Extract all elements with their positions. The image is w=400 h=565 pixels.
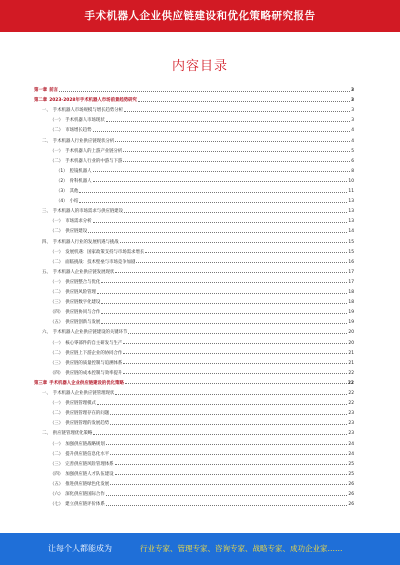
toc-entry-page: 24 [348,451,354,457]
toc-entry-page: 23 [348,411,354,417]
toc-entry[interactable] [50,488,354,497]
toc-entry-page: 16 [348,259,354,265]
toc-entry-number: 第二章 [34,98,48,104]
toc-entry-number: （二） [50,259,64,265]
toc-entry-title: 发展机遇：国家政策支持与市场需求增长 [65,249,145,255]
toc-entry-title: 加强供应链战略规划 [65,441,105,447]
toc-entry-page: 3 [350,98,354,104]
toc-entry-page: 11 [348,189,354,194]
toc-entry-page: 13 [348,199,354,205]
toc-leader-dots [110,414,347,415]
toc-entry-number: （七） [50,502,64,508]
toc-entry[interactable] [50,286,354,295]
toc-entry-number: （二） [50,158,64,164]
toc-entry[interactable] [50,155,354,164]
toc-leader-dots [110,484,347,485]
toc-leader-dots [97,404,347,405]
toc-leader-dots [120,242,348,243]
toc-leader-dots [101,313,347,314]
toc-entry[interactable] [50,458,354,467]
toc-entry-title: 骨科机器人 [69,178,92,184]
toc-entry-page: 18 [348,290,354,295]
toc-entry-title: 手术机器人企业供应链管理现状 [52,391,115,396]
toc-entry-page: 24 [348,441,354,447]
toc-entry-number: （五） [50,320,64,326]
toc-leader-dots [115,474,348,475]
toc-entry-page: 15 [348,239,354,245]
toc-entry-number: （三） [50,360,64,366]
toc-entry-page: 4 [351,138,354,144]
toc-entry[interactable] [50,124,354,133]
toc-entry-page: 3 [351,108,354,114]
toc-entry-page: 4 [351,128,354,134]
toc-entry-title: 供应链管理的发展趋势 [65,421,110,427]
toc-entry[interactable] [42,135,354,144]
toc-leader-dots [101,323,347,324]
toc-entry-title: 手术机器人行业的中游与下游 [65,158,123,164]
toc-entry-title: 手术机器人企业供应链建设的关键环节 [52,330,128,336]
toc-entry-page: 17 [348,269,354,275]
toc-entry-page: 19 [348,320,354,326]
toc-leader-dots [110,424,347,425]
toc-entry-page: 20 [348,340,354,346]
toc-leader-dots [106,495,348,496]
toc-leader-dots [93,434,347,435]
toc-entry[interactable] [42,104,354,113]
toc-entry-title: 手术机器人行业供应链现状分析 [52,138,115,144]
toc-entry-title: 手术机器人的上游产业链分析 [65,148,123,154]
toc-entry-title: 推进供应链绿色化发展 [65,481,110,487]
toc-entry-page: 13 [348,209,354,215]
toc-entry-number: （三） [50,421,64,427]
toc-entry-page: 20 [348,330,354,336]
toc-entry-number: （3） [56,189,68,194]
toc-entry-title: 市场增长趋势 [65,128,92,134]
toc-entry[interactable] [42,236,354,245]
toc-entry-number: （五） [50,481,64,487]
toc-entry[interactable] [34,84,354,93]
toc-entry-page: 13 [348,219,354,225]
toc-entry-title: 其他 [69,189,79,194]
toc-entry[interactable] [50,478,354,487]
header-bar [0,0,400,32]
toc-entry-page: 26 [348,502,354,508]
toc-entry[interactable] [50,417,354,426]
toc-leader-dots [79,202,347,203]
toc-entry-title: 加强供应链人才队伍建设 [65,471,114,477]
toc-entry-number: 二、 [42,431,51,437]
toc-entry[interactable] [42,326,354,335]
toc-entry-page: 3 [351,118,354,124]
toc-entry-number: 第一章 [34,88,48,93]
toc-entry-title: 腔镜机器人 [69,168,92,174]
toc-entry-page: 22 [348,370,354,376]
toc-entry-title: 供应链管理存在的问题 [65,411,110,417]
toc-leader-dots [106,444,348,445]
toc-entry[interactable] [42,427,354,436]
toc-leader-dots [123,363,347,364]
toc-entry-page: 5 [351,148,354,154]
toc-entry-title: 供应链管理优化策略 [52,431,93,437]
toc-entry-page: 21 [348,350,354,356]
toc-entry-title: 手术机器人企业供应链发展现状 [52,269,115,275]
toc-leader-dots [145,252,347,253]
toc-leader-dots [115,141,350,142]
toc-entry-page: 21 [348,360,354,366]
toc-entry-number: （四） [50,370,64,376]
toc-entry-number: （二） [50,451,64,457]
toc-entry-title: 供应链上下游企业的协同合作 [65,350,123,356]
toc-entry[interactable] [56,185,354,194]
toc-entry-number: （一） [50,340,64,346]
toc-entry-title: 2023-2028年手术机器人市场前景趋势研究 [49,98,137,104]
toc-entry[interactable] [50,367,354,376]
toc-entry-page: 26 [348,481,354,487]
toc-entry[interactable] [50,397,354,406]
toc-entry-number: （一） [50,401,64,407]
toc-entry-title: 手术机器人企业供应链建设的优化策略 [49,380,124,386]
toc-entry-number: 二、 [42,138,51,144]
toc-leader-dots [123,151,350,152]
toc-entry-page: 15 [348,249,354,255]
toc-entry-page: 22 [348,401,354,407]
toc-leader-dots [123,343,347,344]
toc-leader-dots [93,222,348,223]
toc-leader-dots [115,272,347,273]
toc-leader-dots [136,262,347,263]
toc-entry-number: （二） [50,290,64,295]
toc-entry-page: 23 [348,431,354,437]
toc-entry[interactable] [50,145,354,154]
toc-entry-title: 供应链数字化建设 [65,300,101,306]
toc-entry-page: 25 [348,471,354,477]
toc-entry[interactable] [50,114,354,123]
toc-entry[interactable] [50,498,354,507]
toc-entry-title: 供应链管理模式 [65,401,96,407]
toc-entry-number: （一） [50,441,64,447]
footer-tagline: 行业专家、管理专家、咨询专家、战略专家、成功企业家…… [140,544,343,553]
toc-entry-title: 手术机器人市场规模与增长趋势分析 [52,108,124,114]
toc-entry-number: 一、 [42,391,51,396]
toc-entry-number: （四） [50,310,64,316]
toc-entry-title: 前言 [49,88,58,93]
toc-entry-number: （一） [50,148,64,154]
toc-entry-title: 供应链创新与发展 [65,320,101,326]
toc-entry-page: 8 [351,168,354,174]
toc-leader-dots [59,91,350,92]
toc-entry-number: （一） [50,118,64,124]
toc-leader-dots [93,181,348,182]
toc-entry-number: （二） [50,350,64,356]
toc-entry-page: 17 [348,279,354,285]
toc-leader-dots [123,353,347,354]
toc-leader-dots [106,121,350,122]
toc-leader-dots [123,373,347,374]
toc-entry-number: （一） [50,219,64,225]
toc-entry[interactable] [50,357,354,366]
toc-entry[interactable] [56,165,354,174]
toc-entry-title: 供应链的质量控制与追溯体系 [65,360,123,366]
toc-leader-dots [138,101,350,102]
toc-entry[interactable] [50,306,354,315]
toc-entry-title: 供应链建设 [65,229,88,235]
toc-leader-dots [79,192,347,193]
footer-slogan: 让每个人都能成为 [48,544,112,553]
report-title: 手术机器人企业供应链建设和优化策略研究报告 [84,10,316,22]
toc-entry-number: （2） [56,178,68,184]
toc-entry-number: （四） [50,471,64,477]
toc-leader-dots [88,232,347,233]
toc-entry-page: 25 [348,461,354,467]
toc-leader-dots [124,111,350,112]
toc-entry-page: 26 [348,492,354,497]
toc-entry-title: 供应链风险管理 [65,290,96,295]
toc-entry[interactable] [56,175,354,184]
toc-entry[interactable] [34,377,354,386]
toc-entry[interactable] [50,256,354,265]
toc-entry[interactable] [50,316,354,325]
toc-entry[interactable] [34,94,354,103]
toc-entry[interactable] [50,347,354,356]
toc-entry[interactable] [50,468,354,477]
toc-entry[interactable] [50,296,354,305]
toc-entry-number: （二） [50,411,64,417]
toc-entry-number: （一） [50,249,64,255]
toc-entry[interactable] [50,276,354,285]
toc-entry-number: （二） [50,128,64,134]
toc-entry-number: （六） [50,492,64,497]
toc-entry-title: 供应链的成本控制与效率提升 [65,370,123,376]
toc-entry-title: 手术机器人市场现状 [65,118,105,124]
toc-leader-dots [93,131,351,132]
toc-entry-title: 手术机器人行业的发展机遇与挑战 [52,239,119,245]
toc-entry[interactable] [50,246,354,255]
toc-entry-number: （二） [50,229,64,235]
toc-entry-title: 建立供应链评价体系 [65,502,105,508]
toc-entry-page: 22 [348,391,354,396]
footer-bar [0,533,400,565]
toc-entry[interactable] [42,205,354,214]
toc-entry-number: （三） [50,300,64,306]
toc-entry[interactable] [42,387,354,396]
toc-entry[interactable] [42,266,354,275]
toc-entry-title: 面临挑战：技术壁垒与市场竞争加剧 [65,259,136,265]
toc-leader-dots [124,212,347,213]
toc-entry-page: 23 [348,421,354,427]
toc-entry[interactable] [56,195,354,204]
toc-entry[interactable] [50,225,354,234]
toc-entry-number: 五、 [42,269,51,275]
toc-leader-dots [97,293,347,294]
toc-entry-title: 市场需求分析 [65,219,92,225]
toc-entry[interactable] [50,407,354,416]
toc-entry-page: 18 [348,300,354,306]
toc-entry-title: 核心零部件的自主研发与生产 [65,340,123,346]
toc-entry-page: 6 [351,158,354,164]
toc-entry-number: （4） [56,199,68,205]
toc-entry-title: 供应链协同与合作 [65,310,101,316]
toc-entry-title: 供应链整合与优化 [65,279,101,285]
toc-entry-number: 四、 [42,239,51,245]
toc-leader-dots [125,383,347,384]
toc-leader-dots [123,161,350,162]
toc-entry-title: 完善供应链风险管理体系 [65,461,114,467]
toc-entry-page: 10 [348,178,354,184]
toc-leader-dots [101,303,347,304]
toc-leader-dots [128,333,347,334]
toc-entry-number: 三、 [42,209,51,215]
toc-entry-title: 小结 [69,199,79,205]
toc-entry-number: （三） [50,461,64,467]
toc-entry[interactable] [50,337,354,346]
toc-entry-title: 手术机器人的市场需求与供应链建设 [52,209,124,215]
toc-entry-page: 14 [348,229,354,235]
toc-title: 内容目录 [171,59,228,74]
toc-leader-dots [106,505,348,506]
toc-entry-page: 3 [350,88,354,93]
toc-entry-title: 提升供应链信息化水平 [65,451,110,457]
toc-entry-number: 六、 [42,330,51,336]
toc-leader-dots [101,282,347,283]
toc-entry-number: （一） [50,279,64,285]
toc-entry-page: 22 [347,380,354,386]
toc-entry-number: 一、 [42,108,51,114]
toc-entry-page: 19 [348,310,354,316]
toc-leader-dots [93,171,351,172]
toc-leader-dots [115,464,348,465]
toc-leader-dots [115,394,347,395]
toc-entry[interactable] [50,438,354,447]
toc-entry[interactable] [50,215,354,224]
toc-entry-number: 第三章 [34,380,48,386]
toc-leader-dots [110,454,347,455]
toc-entry[interactable] [50,448,354,457]
toc-entry-title: 深化供应链国际合作 [65,492,105,497]
toc-entry-number: （1） [56,168,68,174]
